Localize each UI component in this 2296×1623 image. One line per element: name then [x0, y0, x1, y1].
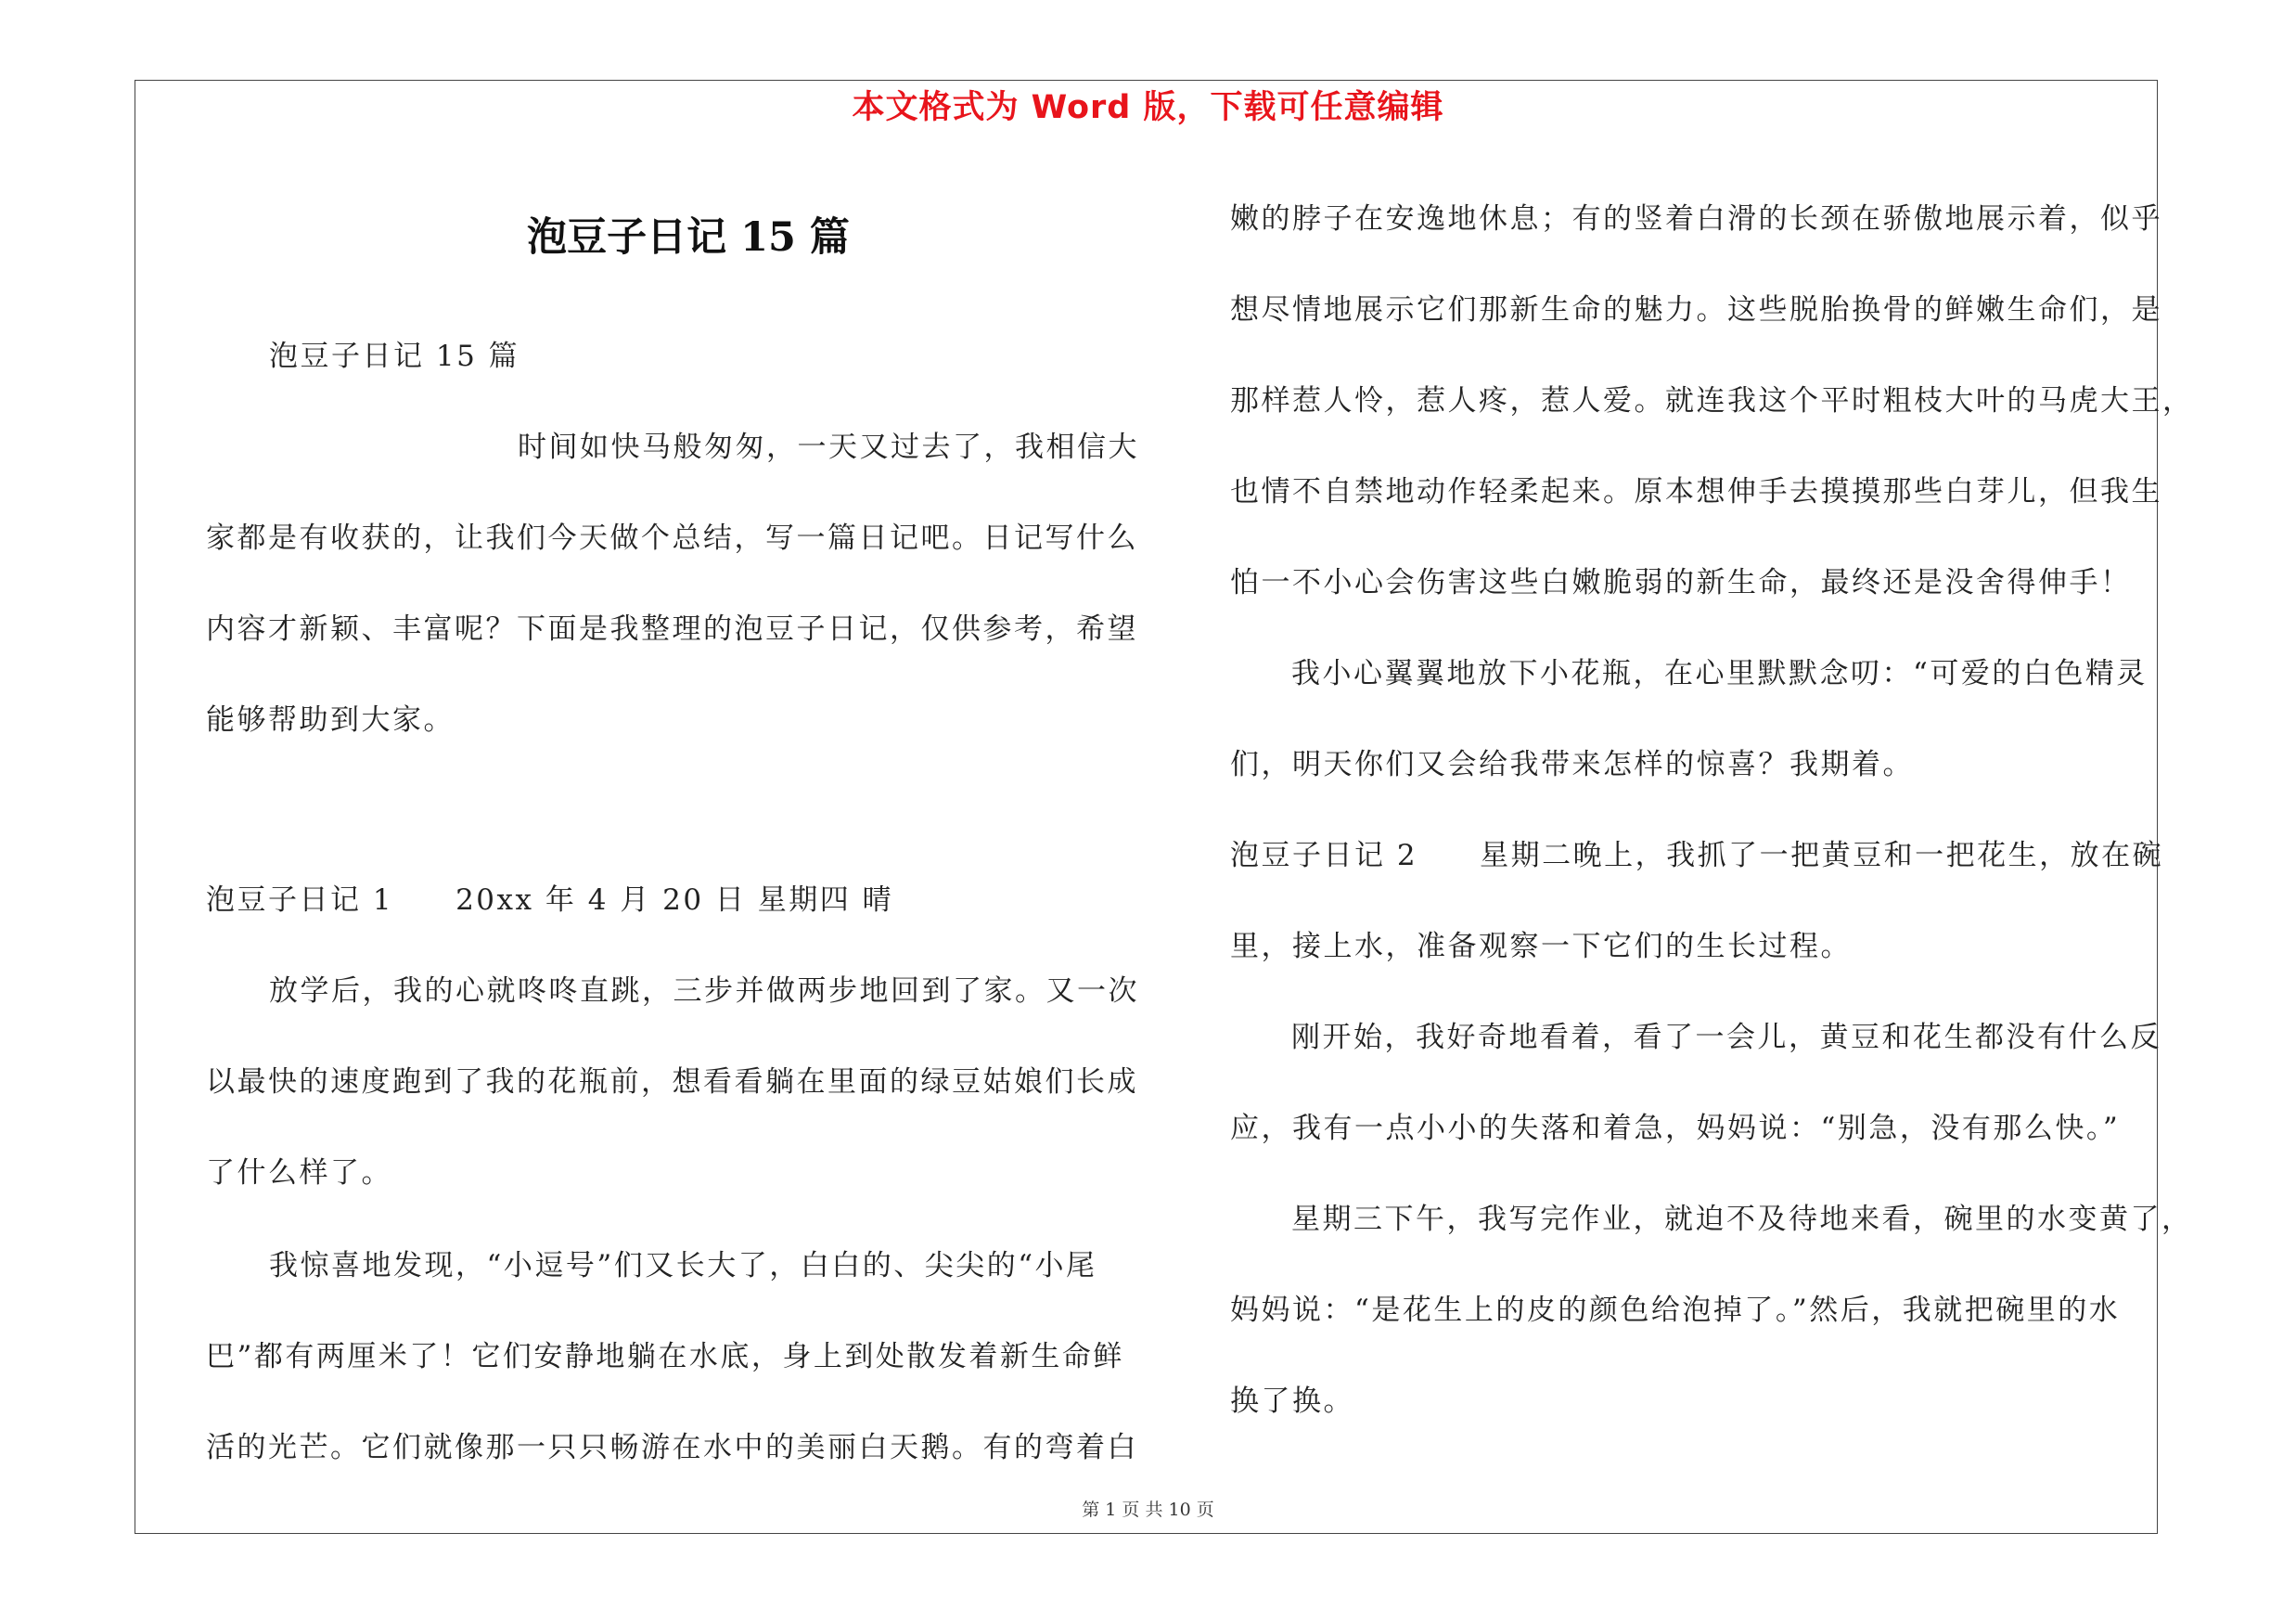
- right-line: 应，我有一点小小的失落和着急，妈妈说：“别急，没有那么快。”: [1230, 1112, 2121, 1145]
- right-line: 我小心翼翼地放下小花瓶，在心里默默念叨：“可爱的白色精灵: [1291, 657, 2148, 690]
- right-line: 那样惹人怜，惹人疼，惹人爱。就连我这个平时粗枝大叶的马虎大王，: [1230, 384, 2194, 418]
- left-line: 巴”都有两厘米了！它们安静地躺在水底，身上到处散发着新生命鲜: [206, 1340, 1124, 1373]
- left-line: 活的光芒。它们就像那一只只畅游在水中的美丽白天鹅。有的弯着白: [206, 1431, 1138, 1464]
- right-line: 换了换。: [1230, 1385, 1354, 1418]
- right-line: 星期三下午，我写完作业，就迫不及待地来看，碗里的水变黄了，: [1291, 1203, 2193, 1236]
- left-line: 放学后，我的心就咚咚直跳，三步并做两步地回到了家。又一次: [269, 974, 1139, 1008]
- left-line: 泡豆子日记 15 篇: [269, 340, 520, 373]
- page-number: 第 1 页 共 10 页: [1082, 1500, 1214, 1520]
- right-line: 嫩的脖子在安逸地休息；有的竖着白滑的长颈在骄傲地展示着，似乎: [1230, 202, 2162, 236]
- right-line: 泡豆子日记 2 星期二晚上，我抓了一把黄豆和一把花生，放在碗: [1230, 839, 2164, 872]
- left-line: 能够帮助到大家。: [206, 703, 455, 737]
- left-line: 时间如快马般匆匆，一天又过去了，我相信大: [518, 431, 1139, 464]
- right-line: 里，接上水，准备观察一下它们的生长过程。: [1230, 930, 1852, 963]
- left-line: 我惊喜地发现，“小逗号”们又长大了，白白的、尖尖的“小尾: [269, 1249, 1097, 1282]
- left-line: 了什么样了。: [206, 1156, 392, 1190]
- right-line: 也情不自禁地动作轻柔起来。原本想伸手去摸摸那些白芽儿，但我生: [1230, 475, 2162, 509]
- right-line: 刚开始，我好奇地看着，看了一会儿，黄豆和花生都没有什么反: [1291, 1021, 2161, 1054]
- right-line: 妈妈说：“是花生上的皮的颜色给泡掉了。”然后，我就把碗里的水: [1230, 1294, 2121, 1327]
- right-line: 们，明天你们又会给我带来怎样的惊喜？我期着。: [1230, 748, 1914, 781]
- right-line: 怕一不小心会伤害这些白嫩脆弱的新生命，最终还是没舍得伸手！: [1230, 566, 2132, 599]
- left-line: 内容才新颖、丰富呢？下面是我整理的泡豆子日记，仅供参考，希望: [206, 612, 1138, 646]
- left-line: 泡豆子日记 1 20xx 年 4 月 20 日 星期四 晴: [206, 883, 894, 917]
- format-banner: 本文格式为 Word 版，下载可任意编辑: [852, 89, 1444, 126]
- document-title: 泡豆子日记 15 篇: [527, 214, 850, 261]
- right-line: 想尽情地展示它们那新生命的魅力。这些脱胎换骨的鲜嫩生命们，是: [1230, 293, 2162, 327]
- left-line: 以最快的速度跑到了我的花瓶前，想看看躺在里面的绿豆姑娘们长成: [206, 1065, 1138, 1099]
- left-line: 家都是有收获的，让我们今天做个总结，写一篇日记吧。日记写什么: [206, 522, 1138, 555]
